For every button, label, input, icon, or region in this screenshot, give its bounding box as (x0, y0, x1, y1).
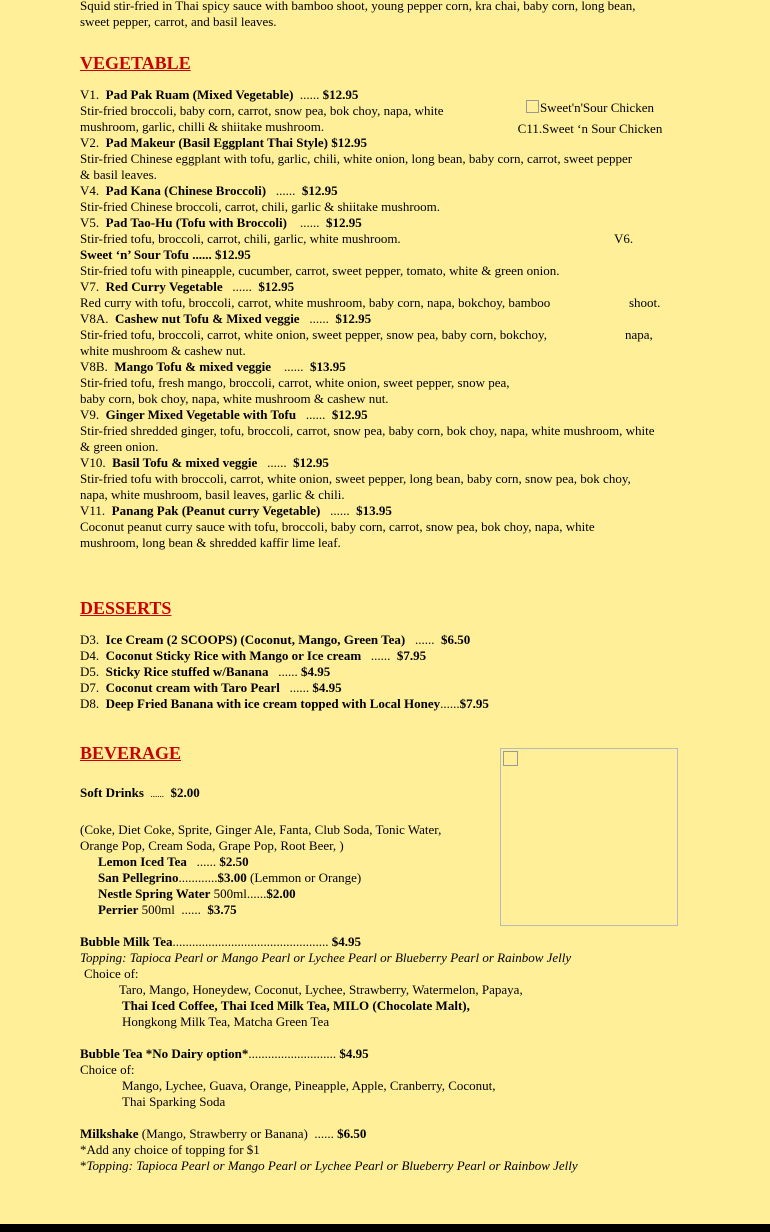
image-caption: C11.Sweet ‘n Sour Chicken (517, 121, 663, 136)
menu-item-v8a-description-cont: white mushroom & cashew nut. (80, 343, 246, 358)
bubble-tea-choices-cont: Thai Sparking Soda (122, 1094, 226, 1109)
menu-item-v9: V9. Ginger Mixed Vegetable with Tofu ...... $12.95 (80, 407, 368, 422)
bubble-milk-tea-choices-cont: Hongkong Milk Tea, Matcha Green Tea (122, 1014, 330, 1029)
menu-item-bubble-milk-tea: Bubble Milk Tea................................................ $4.95 (80, 934, 361, 949)
menu-item-v8b-description: Stir-fried tofu, fresh mango, broccoli, carrot, white onion, sweet pepper, snow pea, (80, 375, 510, 390)
menu-item-v8a-description: Stir-fried tofu, broccoli, carrot, white onion, sweet pepper, snow pea, baby corn, bokchoy, (80, 327, 547, 342)
bubble-milk-tea-choice-label: Choice of: (84, 966, 139, 981)
menu-item-d7: D7. Coconut cream with Taro Pearl ...... $4.95 (80, 680, 342, 695)
desserts-heading: DESSERTS (80, 598, 172, 618)
menu-item-d3: D3. Ice Cream (2 SCOOPS) (Coconut, Mango, Green Tea) ...... $6.50 (80, 632, 471, 647)
menu-item-v8b-description-cont: baby corn, bok choy, napa, white mushroom & cashew nut. (80, 391, 389, 406)
menu-item-v5: V5. Pad Tao-Hu (Tofu with Broccoli) ...... $12.95 (80, 215, 362, 230)
menu-item-d8: D8. Deep Fried Banana with ice cream topped with Local Honey......$7.95 (80, 696, 489, 711)
menu-item-v6-code: V6. (614, 231, 634, 246)
menu-item-v4-description: Stir-fried Chinese broccoli, carrot, chili, garlic & shiitake mushroom. (80, 199, 441, 214)
broken-image-icon (526, 100, 539, 113)
bubble-milk-tea-choices: Taro, Mango, Honeydew, Coconut, Lychee, Strawberry, Watermelon, Papaya, (119, 982, 523, 997)
beverage-image (500, 748, 678, 926)
menu-item-v8b: V8B. Mango Tofu & mixed veggie ...... $13.95 (80, 359, 346, 374)
menu-item-v11-description: Coconut peanut curry sauce with tofu, broccoli, baby corn, carrot, snow pea, bok choy, napa, white mushroom, long bean & shredded kaffir lime leaf. (80, 519, 595, 550)
menu-item-soft-drinks: Soft Drinks ...... $2.00 (80, 785, 200, 800)
menu-item-milkshake: Milkshake (Mango, Strawberry or Banana) ...... $6.50 (80, 1126, 367, 1141)
menu-item-san-pellegrino: San Pellegrino............$3.00 (Lemmon or Orange) (98, 870, 362, 885)
menu-item-v6: Sweet ‘n’ Sour Tofu ...... $12.95 (80, 247, 251, 262)
sweet-sour-chicken-image (510, 97, 670, 139)
soft-drinks-list: (Coke, Diet Coke, Sprite, Ginger Ale, Fanta, Club Soda, Tonic Water, (80, 822, 442, 837)
menu-item-v8a: V8A. Cashew nut Tofu & Mixed veggie ...... $12.95 (80, 311, 372, 326)
footer-bar (0, 1224, 770, 1232)
menu-item-v11: V11. Panang Pak (Peanut curry Vegetable) ...... $13.95 (80, 503, 392, 518)
broken-image-icon (503, 751, 518, 766)
menu-item-v8a-description-end: napa, (625, 327, 653, 342)
menu-item-v10-description: Stir-fried tofu with broccoli, carrot, white onion, sweet pepper, long bean, baby corn, snow pea, bok choy, napa, white mushroom, basil leaves, garlic & chili. (80, 471, 631, 502)
milkshake-toppings: *Topping: Tapioca Pearl or Mango Pearl or Lychee Pearl or Blueberry Pearl or Rainbow Jelly (80, 1158, 578, 1173)
vegetable-heading: VEGETABLE (80, 53, 191, 73)
image-alt-text: Sweet'n'Sour Chicken (539, 100, 655, 115)
menu-item-v1-description: Stir-fried broccoli, baby corn, carrot, snow pea, bok choy, napa, white mushroom, garlic, chilli & shiitake mushroom. (80, 103, 444, 134)
menu-item-nestle-water: Nestle Spring Water 500ml......$2.00 (98, 886, 296, 901)
bubble-milk-tea-choices-bold: Thai Iced Coffee, Thai Iced Milk Tea, MILO (Chocolate Malt), (122, 998, 470, 1013)
menu-item-v4: V4. Pad Kana (Chinese Broccoli) ...... $12.95 (80, 183, 338, 198)
menu-item-v5-description: Stir-fried tofu, broccoli, carrot, chili, garlic, white mushroom. (80, 231, 401, 246)
milkshake-add-topping: *Add any choice of topping for $1 (80, 1142, 260, 1157)
soft-drinks-list-cont: Orange Pop, Cream Soda, Grape Pop, Root Beer, ) (80, 838, 344, 853)
menu-item-v2: V2. Pad Makeur (Basil Eggplant Thai Style) $12.95 (80, 135, 367, 150)
menu-item-v7-description-end: shoot. (629, 295, 661, 310)
bubble-milk-tea-toppings: Topping: Tapioca Pearl or Mango Pearl or Lychee Pearl or Blueberry Pearl or Rainbow Jelly (80, 950, 572, 965)
menu-item-lemon-iced-tea: Lemon Iced Tea ...... $2.50 (98, 854, 249, 869)
menu-item-perrier: Perrier 500ml ...... $3.75 (98, 902, 237, 917)
menu-item-v6-description: Stir-fried tofu with pineapple, cucumber, carrot, sweet pepper, tomato, white & green onion. (80, 263, 560, 278)
menu-item-v1: V1. Pad Pak Ruam (Mixed Vegetable) ...... $12.95 (80, 87, 359, 102)
menu-item-v7: V7. Red Curry Vegetable ...... $12.95 (80, 279, 295, 294)
beverage-heading: BEVERAGE (80, 743, 182, 763)
menu-item-d4: D4. Coconut Sticky Rice with Mango or Ice cream ...... $7.95 (80, 648, 427, 663)
menu-item-bubble-tea: Bubble Tea *No Dairy option*........................... $4.95 (80, 1046, 369, 1061)
menu-item-v2-description: Stir-fried Chinese eggplant with tofu, garlic, chili, white onion, long bean, baby corn, carrot, sweet pepper & basil leaves. (80, 151, 633, 182)
squid-description: Squid stir-fried in Thai spicy sauce with bamboo shoot, young pepper corn, kra chai, baby corn, long bean, sweet pepper, carrot, and basil leaves. (80, 0, 636, 29)
bubble-tea-choice-label: Choice of: (80, 1062, 135, 1077)
bubble-tea-choices: Mango, Lychee, Guava, Orange, Pineapple, Apple, Cranberry, Coconut, (122, 1078, 496, 1093)
menu-item-v9-description: Stir-fried shredded ginger, tofu, broccoli, carrot, snow pea, baby corn, bok choy, napa, white mushroom, white & green onion. (80, 423, 655, 454)
menu-item-v10: V10. Basil Tofu & mixed veggie ...... $12.95 (80, 455, 329, 470)
menu-item-d5: D5. Sticky Rice stuffed w/Banana ...... $4.95 (80, 664, 331, 679)
menu-item-v7-description: Red curry with tofu, broccoli, carrot, white mushroom, baby corn, napa, bokchoy, bamboo (80, 295, 551, 310)
